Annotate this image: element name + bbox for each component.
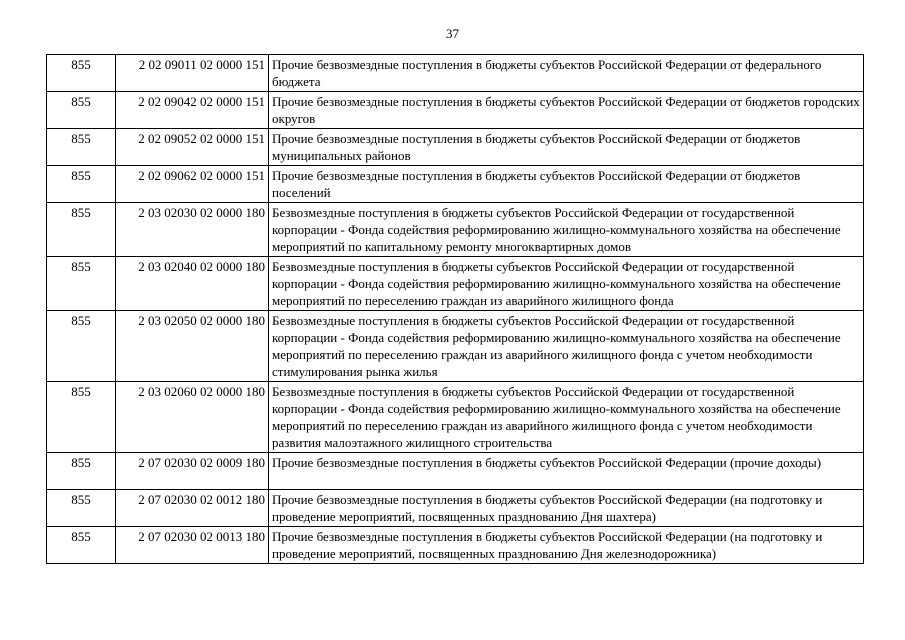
revenue-name-cell: Прочие безвозмездные поступления в бюджеты субъектов Российской Федерации от федерального бюджета xyxy=(269,55,864,92)
revenue-name-cell: Безвозмездные поступления в бюджеты субъектов Российской Федерации от государственной корпорации - Фонда содействия реформированию жилищно-коммунального хозяйства на обеспечение мероприятий по переселению граждан из аварийного жилищного фонда с учетом необходимости развития малоэтажного жилищного строительства xyxy=(269,382,864,453)
admin-code-cell: 855 xyxy=(47,257,116,311)
admin-code-cell: 855 xyxy=(47,92,116,129)
table-row xyxy=(47,129,864,166)
admin-code-cell: 855 xyxy=(47,382,116,453)
revenue-name-cell: Безвозмездные поступления в бюджеты субъектов Российской Федерации от государственной корпорации - Фонда содействия реформированию жилищно-коммунального хозяйства на обеспечение мероприятий по переселению граждан из аварийного жилищного фонда с учетом необходимости стимулирования рынка жилья xyxy=(269,311,864,382)
admin-code-cell: 855 xyxy=(47,55,116,92)
budget-code-cell: 2 02 09011 02 0000 151 xyxy=(116,55,269,92)
budget-code-cell: 2 02 09062 02 0000 151 xyxy=(116,166,269,203)
budget-code-cell: 2 03 02060 02 0000 180 xyxy=(116,382,269,453)
budget-code-cell: 2 03 02050 02 0000 180 xyxy=(116,311,269,382)
table-row xyxy=(47,490,864,527)
revenue-name-cell: Прочие безвозмездные поступления в бюджеты субъектов Российской Федерации от бюджетов муниципальных районов xyxy=(269,129,864,166)
budget-code-cell: 2 07 02030 02 0013 180 xyxy=(116,527,269,564)
table-row xyxy=(47,203,864,257)
table-row xyxy=(47,382,864,453)
revenue-name-cell: Прочие безвозмездные поступления в бюджеты субъектов Российской Федерации от бюджетов поселений xyxy=(269,166,864,203)
revenue-name-cell: Безвозмездные поступления в бюджеты субъектов Российской Федерации от государственной корпорации - Фонда содействия реформированию жилищно-коммунального хозяйства на обеспечение мероприятий по переселению граждан из аварийного жилищного фонда xyxy=(269,257,864,311)
table-row xyxy=(47,257,864,311)
revenue-name-cell: Прочие безвозмездные поступления в бюджеты субъектов Российской Федерации (на подготовку и проведение мероприятий, посвященных празднованию Дня шахтера) xyxy=(269,490,864,527)
table-row xyxy=(47,166,864,203)
budget-code-cell: 2 02 09042 02 0000 151 xyxy=(116,92,269,129)
admin-code-cell: 855 xyxy=(47,490,116,527)
admin-code-cell: 855 xyxy=(47,453,116,490)
admin-code-cell: 855 xyxy=(47,527,116,564)
page-number: 37 xyxy=(446,26,459,41)
revenue-name-cell: Прочие безвозмездные поступления в бюджеты субъектов Российской Федерации (на подготовку и проведение мероприятий, посвященных празднованию Дня железнодорожника) xyxy=(269,527,864,564)
table-row xyxy=(47,527,864,564)
table-row xyxy=(47,311,864,382)
admin-code-cell: 855 xyxy=(47,166,116,203)
revenue-name-cell: Прочие безвозмездные поступления в бюджеты субъектов Российской Федерации от бюджетов городских округов xyxy=(269,92,864,129)
budget-code-cell: 2 02 09052 02 0000 151 xyxy=(116,129,269,166)
revenue-name-cell: Безвозмездные поступления в бюджеты субъектов Российской Федерации от государственной корпорации - Фонда содействия реформированию жилищно-коммунального хозяйства на обеспечение мероприятий по капитальному ремонту многоквартирных домов xyxy=(269,203,864,257)
revenue-name-cell: Прочие безвозмездные поступления в бюджеты субъектов Российской Федерации (прочие доходы) xyxy=(269,453,864,490)
admin-code-cell: 855 xyxy=(47,311,116,382)
budget-code-cell: 2 03 02030 02 0000 180 xyxy=(116,203,269,257)
budget-code-cell: 2 03 02040 02 0000 180 xyxy=(116,257,269,311)
budget-code-cell: 2 07 02030 02 0012 180 xyxy=(116,490,269,527)
admin-code-cell: 855 xyxy=(47,203,116,257)
table-row xyxy=(47,55,864,92)
table-row xyxy=(47,453,864,490)
budget-code-cell: 2 07 02030 02 0009 180 xyxy=(116,453,269,490)
admin-code-cell: 855 xyxy=(47,129,116,166)
revenue-codes-table xyxy=(46,54,864,564)
table-row xyxy=(47,92,864,129)
